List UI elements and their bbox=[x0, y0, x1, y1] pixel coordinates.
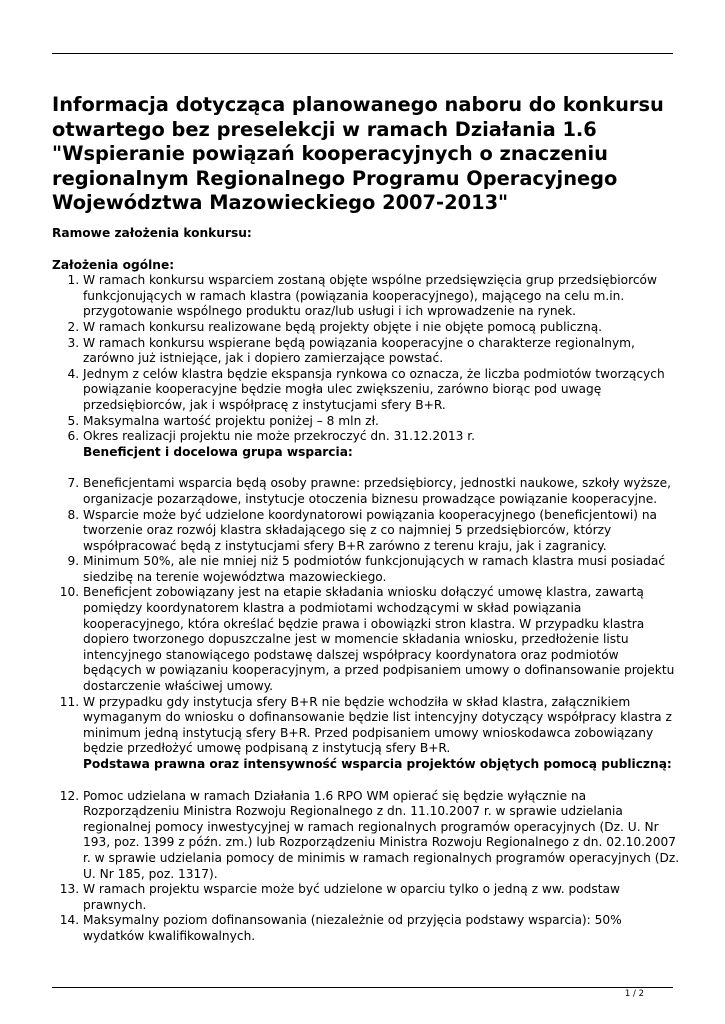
list-item: 1. W ramach konkursu wsparciem zostaną objęte wspólne przedsięwzięcia grup przedsiębiorców funkcjonujących w ramach klastra (powiązania kooperacyjnego), mającego na celu m.in. przygotowanie wspólnego produktu oraz/lub usługi i ich wprowadzenie na rynek. bbox=[83, 273, 680, 320]
list-item: 3. W ramach konkursu wspierane będą powiązania kooperacyjne o charakterze regionalnym, zarówno już istniejące, jak i dopiero zamierzające powstać. bbox=[83, 336, 680, 367]
list-item: 12. Pomoc udzielana w ramach Działania 1.6 RPO WM opierać się będzie wyłącznie na Rozporządzeniu Ministra Rozwoju Regionalnego z dn. 11.10.2007 r. w sprawie udzielania regionalnej pomocy inwestycyjnej w ramach regionalnych programów operacyjnych (Dz. U. Nr 193, poz. 1399 z późn. zm.) lub Rozporządzeniu Ministra Rozwoju Regionalnego z dn. 02.10.2007 r. w sprawie udzielania pomocy de minimis w ramach regionalnych programów operacyjnych (Dz. U. Nr 185, poz. 1317). bbox=[83, 789, 680, 883]
list-item bbox=[83, 695, 680, 773]
list-item: 14. Maksymalny poziom dofinansowania (niezależnie od przyjęcia podstawy wsparcia): 50% wydatków kwalifikowalnych. bbox=[83, 913, 680, 944]
list-item: 10. Beneficjent zobowiązany jest na etapie składania wniosku dołączyć umowę klastra, zawartą pomiędzy koordynatorem klastra a podmiotami wchodzącymi w skład powiązania kooperacyjnego, która określać będzie prawa i obowiązki stron klastra. W przypadku klastra dopiero tworzonego dopuszczalne jest w momencie składania wniosku, przedłożenie listu intencyjnego stanowiącego podstawę dalszej współpracy koordynatora oraz podmiotów będących w powiązaniu kooperacyjnym, a przed podpisaniem umowy o dofinansowanie projektu dostarczenie właściwej umowy. bbox=[83, 585, 680, 694]
top-divider bbox=[52, 53, 673, 54]
list-item: 5. Maksymalna wartość projektu poniżej – 8 mln zł. bbox=[83, 414, 680, 430]
document-body bbox=[52, 226, 680, 945]
bottom-divider bbox=[52, 987, 673, 988]
general-heading: Założenia ogólne: bbox=[52, 257, 175, 272]
page-number: 1 / 2 bbox=[624, 989, 644, 999]
list-item-text: W przypadku gdy instytucja sfery B+R nie będzie wchodziła w skład klastra, załącznikiem wymaganym do wniosku o dofinansowanie będzie list intencyjny dotyczący współpracy klastra z minimum jedną instytucją sfery B+R. Przed podpisaniem umowy wnioskodawca zobowiązany będzie przedłożyć umowę podpisaną z instytucją sfery B+R. bbox=[83, 694, 672, 756]
list-item-text: Okres realizacji projektu nie może przekroczyć dn. 31.12.2013 r. bbox=[83, 429, 476, 444]
list-item: 13. W ramach projektu wsparcie może być udzielone w oparciu tylko o jedną z ww. podstaw prawnych. bbox=[83, 882, 680, 913]
list-item: 9. Minimum 50%, ale nie mniej niż 5 podmiotów funkcjonujących w ramach klastra musi posiadać siedzibę na terenie województwa mazowieckiego. bbox=[83, 554, 680, 585]
assumptions-list bbox=[52, 273, 680, 944]
list-item: 4. Jednym z celów klastra będzie ekspansja rynkowa co oznacza, że liczba podmiotów tworzących powiązanie kooperacyjne będzie mogła ulec zwiększeniu, zarówno biorąc pod uwagę przedsiębiorców, jak i współpracę z instytucjami sfery B+R. bbox=[83, 367, 680, 414]
list-item bbox=[83, 429, 680, 460]
list-item: 7. Beneficjentami wsparcia będą osoby prawne: przedsiębiorcy, jednostki naukowe, szkoły wyższe, organizacje pozarządowe, instytucje otoczenia biznesu prowadzące powiązanie kooperacyjne. bbox=[83, 476, 680, 507]
list-item: 8. Wsparcie może być udzielone koordynatorowi powiązania kooperacyjnego (beneficjentowi) na tworzenie oraz rozwój klastra składającego się z co najmniej 5 przedsiębiorców, którzy współpracować będą z instytucjami sfery B+R zarówno z terenu kraju, jak i zagranicy. bbox=[83, 508, 680, 555]
list-item: 2. W ramach konkursu realizowane będą projekty objęte i nie objęte pomocą publiczną. bbox=[83, 320, 680, 336]
frame-heading: Ramowe założenia konkursu: bbox=[52, 226, 252, 240]
document-title: Informacja dotycząca planowanego naboru do konkursu otwartego bez preselekcji w ramach Działania 1.6 "Wspieranie powiązań kooperacyjnych o znaczeniu regionalnym Regionalnego Programu Operacyjnego Województwa Mazowieckiego 2007-2013" bbox=[52, 93, 664, 215]
legal-basis-heading: Podstawa prawna oraz intensywność wsparcia projektów objętych pomocą publiczną: bbox=[83, 757, 672, 771]
beneficiaries-heading: Beneficjent i docelowa grupa wsparcia: bbox=[83, 444, 353, 459]
